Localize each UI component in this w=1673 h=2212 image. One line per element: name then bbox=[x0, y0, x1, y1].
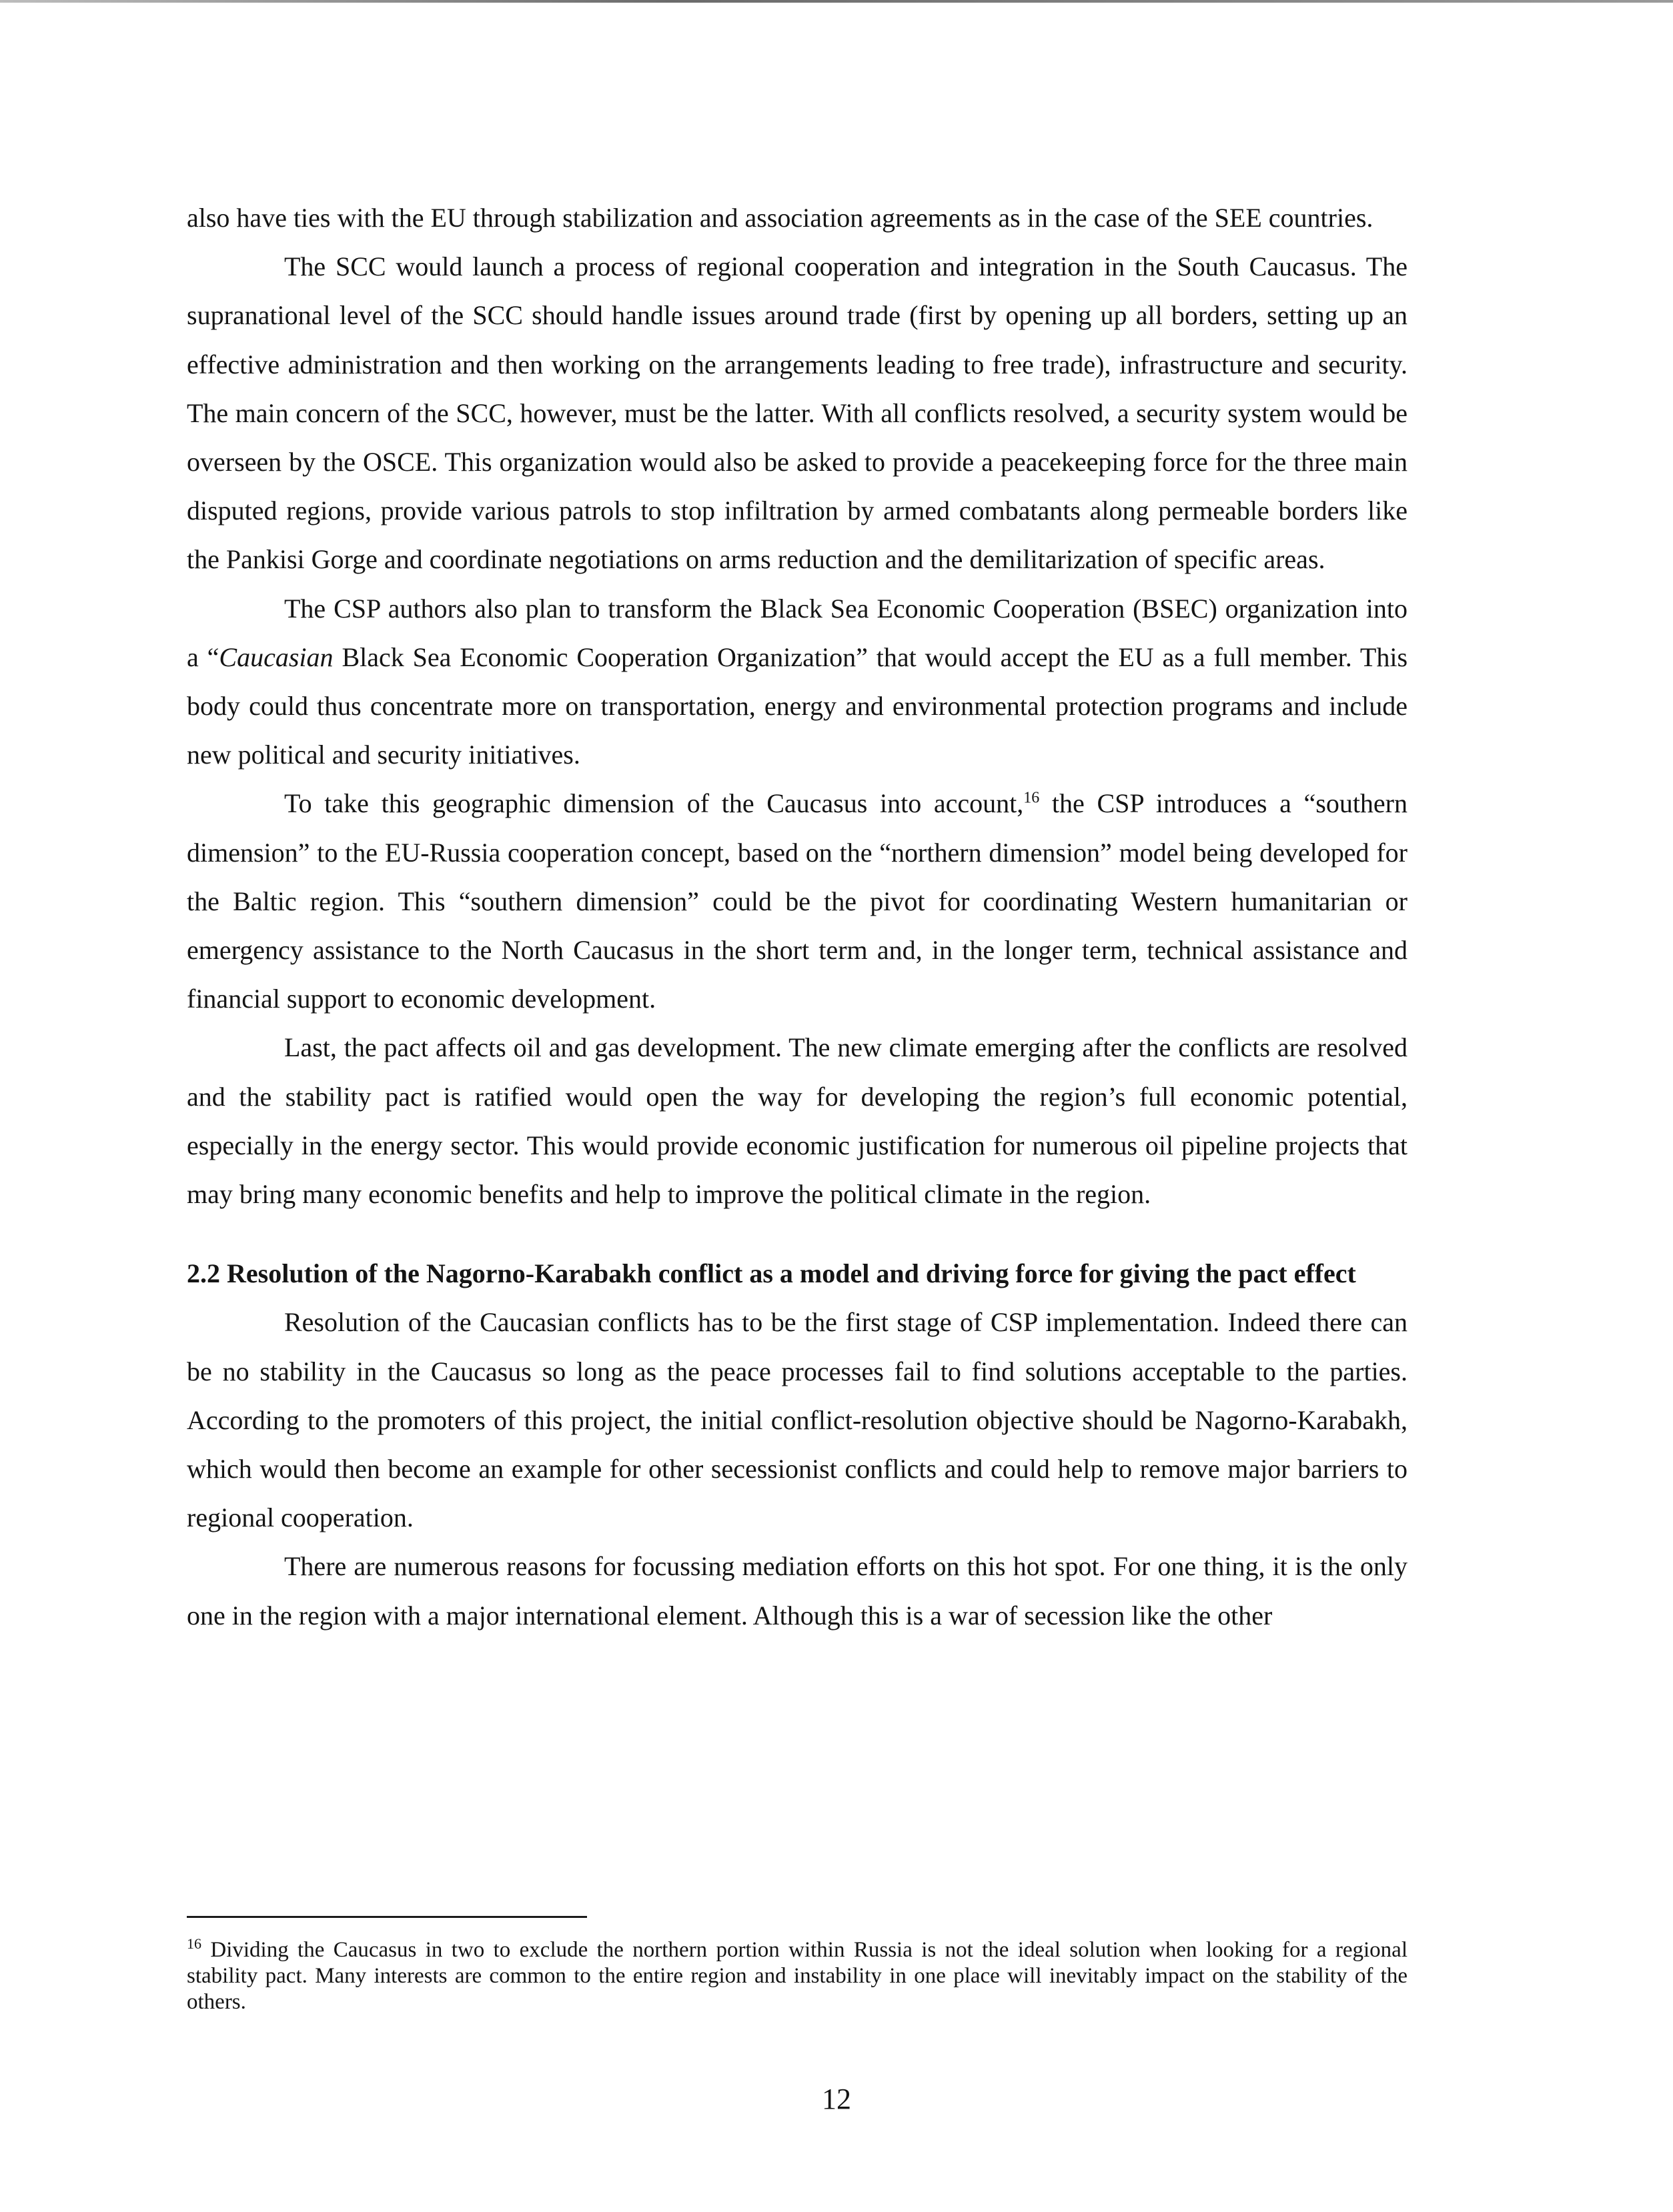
paragraph-scc: The SCC would launch a process of regional cooperation and integration in the South Caucasus. The supranational level of the SCC should handle issues around trade (first by opening up all borders, setting up an effective administration and then working on the arrangements leading to free trade), infrastructure and security. The main concern of the SCC, however, must be the latter. With all conflicts resolved, a security system would be overseen by the OSCE. This organization would also be asked to provide a peacekeeping force for the three main disputed regions, provide various patrols to stop infiltration by armed combatants along permeable borders like the Pankisi Gorge and coordinate negotiations on arms reduction and the demilitarization of specific areas. bbox=[187, 251, 1408, 575]
page-number: 12 bbox=[822, 2083, 851, 2115]
section-heading: 2.2 Resolution of the Nagorno-Karabakh conflict as a model and driving force for giving the pact effect bbox=[187, 1258, 1356, 1289]
paragraph-southern-dimension bbox=[187, 779, 1408, 1023]
bsec-text-after: Black Sea Economic Cooperation Organization” that would accept the EU as a full member. This body could thus concentrate more on transportation, energy and environmental protection programs and include new political and security initiatives. bbox=[187, 642, 1408, 770]
footnote-number: 16 bbox=[187, 1935, 201, 1952]
scan-top-edge bbox=[0, 0, 1673, 3]
paragraph-oil-gas: Last, the pact affects oil and gas development. The new climate emerging after the conflicts are resolved and the stability pact is ratified would open the way for developing the region’s full economic potential, especially in the energy sector. This would provide economic justification for numerous oil pipeline projects that may bring many economic benefits and help to improve the political climate in the region. bbox=[187, 1032, 1408, 1210]
southern-text-after: the CSP introduces a “southern dimension” to the EU-Russia cooperation concept, based on the “northern dimension” model being developed for the Baltic region. This “southern dimension” could be the pivot for coordinating Western humanitarian or emergency assistance to the North Caucasus in the short term and, in the longer term, technical assistance and financial support to economic development. bbox=[187, 788, 1408, 1014]
footnote-reference[interactable]: 16 bbox=[1023, 790, 1040, 808]
paragraph-continuation: also have ties with the EU through stabilization and association agreements as in the case of the SEE countries. bbox=[187, 203, 1373, 233]
paragraph-mediation: There are numerous reasons for focussing mediation efforts on this hot spot. For one thing, it is the only one in the region with a major international element. Although this is a war of secession like the other bbox=[187, 1551, 1408, 1630]
document-page bbox=[187, 193, 1408, 1640]
paragraph-bsec bbox=[187, 584, 1408, 780]
southern-text-before: To take this geographic dimension of the Caucasus into account, bbox=[284, 788, 1024, 819]
paragraph-resolution: Resolution of the Caucasian conflicts has to be the first stage of CSP implementation. Indeed there can be no stability in the Caucasus so long as the peace processes fail to find solutions acceptable to the parties. According to the promoters of this project, the initial conflict-resolution objective should be Nagorno-Karabakh, which would then become an example for other secessionist conflicts and could help to remove major barriers to regional cooperation. bbox=[187, 1307, 1408, 1533]
footnote-text: Dividing the Caucasus in two to exclude the northern portion within Russia is not the ideal solution when looking for a regional stability pact. Many interests are common to the entire region and instability in one place will inevitably impact on the stability of the others. bbox=[187, 1938, 1408, 2014]
bsec-italic-word: Caucasian bbox=[219, 642, 334, 672]
footnote-separator bbox=[187, 1916, 587, 1918]
footnote bbox=[187, 1937, 1408, 2015]
bsec-text-before: The CSP authors also plan to transform the Black Sea Economic Cooperation (BSEC) organization into a “ bbox=[187, 593, 1408, 672]
